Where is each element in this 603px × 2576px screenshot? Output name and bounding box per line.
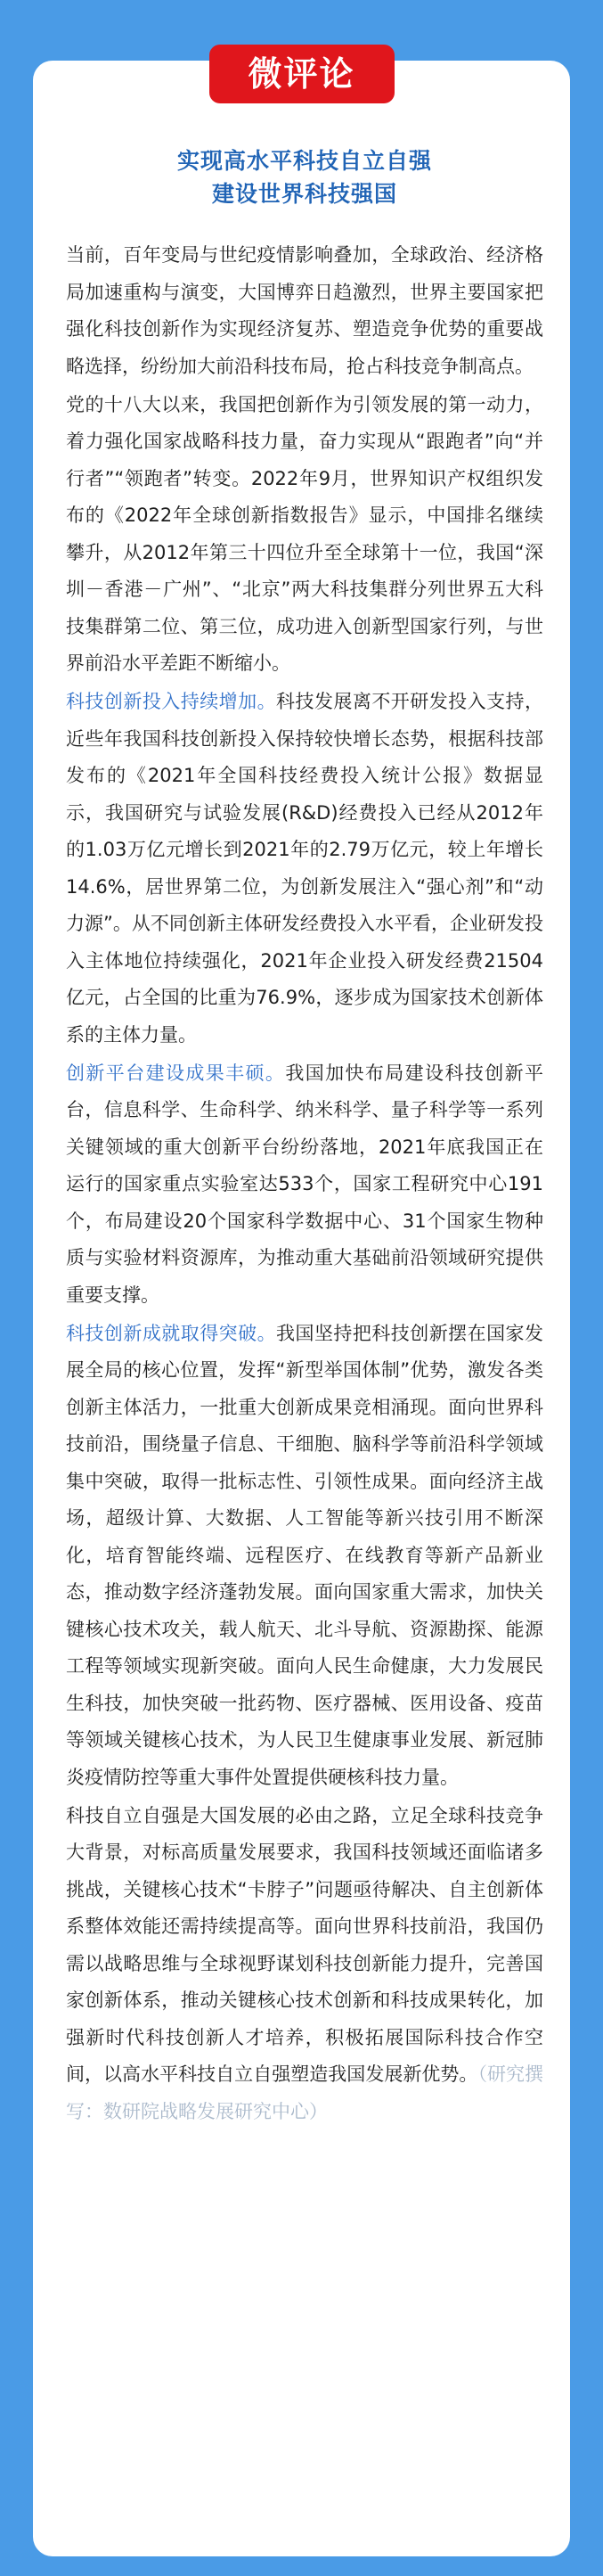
paragraph-conclusion (66, 1798, 543, 2131)
article-title-line-2: 建设世界科技强国 (211, 181, 397, 207)
paragraph-lead-heading: 科技创新成就取得突破。 (66, 1322, 277, 1344)
paragraph-text: 科技自立自强是大国发展的必由之路，立足全球科技竞争大背景，对标高质量发展要求，我国科技领域还面临诸多挑战，关键核心技术“卡脖子”问题亟待解决、自主创新体系整体效能还需持续提高等。面向世界科技前沿，我国仍需以战略思维与全球视野谋划科技创新能力提升，完善国家创新体系，推动关键核心技术创新和科技成果转化，加强新时代科技创新人才培养，积极拓展国际科技合作空间，以高水平科技自立自强塑造我国发展新优势。 (66, 1804, 543, 2085)
paragraph-text: 我国加快布局建设科技创新平台，信息科学、生命科学、纳米科学、量子科学等一系列关键领域的重大创新平台纷纷落地，2021年底我国正在运行的国家重点实验室达533个，国家工程研究中心191个，布局建设20个国家科学数据中心、31个国家生物种质与实验材料资源库，为推动重大基础前沿领域研究提供重要支撑。 (66, 1062, 544, 1306)
article-title-line-1: 实现高水平科技自立自强 (176, 148, 432, 174)
paragraph-rd-investment (66, 684, 543, 1054)
paragraph-intro (66, 237, 543, 385)
paragraph-text: 科技发展离不开研发投入支持，近些年我国科技创新投入保持较快增长态势，根据科技部发布的《2021年全国科技经费投入统计公报》数据显示，我国研究与试验发展(R&D)经费投入已经从2012年的1.03万亿元增长到2021年的2.79万亿元，较上年增长14.6%，居世界第二位，为创新发展注入“强心剂”和“动力源”。从不同创新主体研发经费投入水平看，企业研发投入主体地位持续强化，2021年企业投入研发经费21504亿元，占全国的比重为76.9%，逐步成为国家技术创新体系的主体力量。 (66, 691, 544, 1046)
paragraph-lead-heading: 科技创新投入持续增加。 (66, 691, 277, 712)
paragraph-text: 我国坚持把科技创新摆在国家发展全局的核心位置，发挥“新型举国体制”优势，激发各类创新主体活力，一批重大创新成果竞相涌现。面向世界科技前沿，围绕量子信息、干细胞、脑科学等前沿科学领域集中突破，取得一批标志性、引领性成果。面向经济主战场，超级计算、大数据、人工智能等新兴技引用不断深化，培育智能终端、远程医疗、在线教育等新产品新业态，推动数字经济蓬勃发展。面向国家重大需求，加快关键核心技术攻关，载人航天、北斗导航、资源勘探、能源工程等领域实现新突破。面向人民生命健康，大力发展民生科技，加快突破一批药物、医疗器械、医用设备、疫苗等领域关键核心技术，为人民卫生健康事业发展、新冠肺炎疫情防控等重大事件处置提供硬核科技力量。 (66, 1322, 544, 1788)
paragraph-innovation-platforms (66, 1055, 543, 1315)
paragraph-since-18th-congress (66, 387, 543, 683)
paragraph-lead-heading: 创新平台建设成果丰硕。 (66, 1062, 286, 1084)
paragraph-text: 当前，百年变局与世纪疫情影响叠加，全球政治、经济格局加速重构与演变，大国博弈日趋激烈，世界主要国家把强化科技创新作为实现经济复苏、塑造竞争优势的重要战略选择，纷纷加大前沿科技布局，抢占科技竞争制高点。 (66, 244, 543, 377)
section-badge: 微评论 (209, 45, 395, 103)
paragraph-breakthroughs (66, 1316, 543, 1797)
paragraph-text: 党的十八大以来，我国把创新作为引领发展的第一动力，着力强化国家战略科技力量，奋力实现从“跟跑者”向“并行者”“领跑者”转变。2022年9月，世界知识产权组织发布的《2022年全球创新指数报告》显示，中国排名继续攀升，从2012年第三十四位升至全球第十一位，我国“深圳－香港－广州”、“北京”两大科技集群分列世界五大科技集群第二位、第三位，成功进入创新型国家行列，与世界前沿水平差距不断缩小。 (66, 393, 543, 674)
author-credit: （研究撰写：数研院战略发展研究中心） (66, 2063, 544, 2122)
article-card (33, 61, 570, 2556)
article-body (66, 237, 543, 2130)
